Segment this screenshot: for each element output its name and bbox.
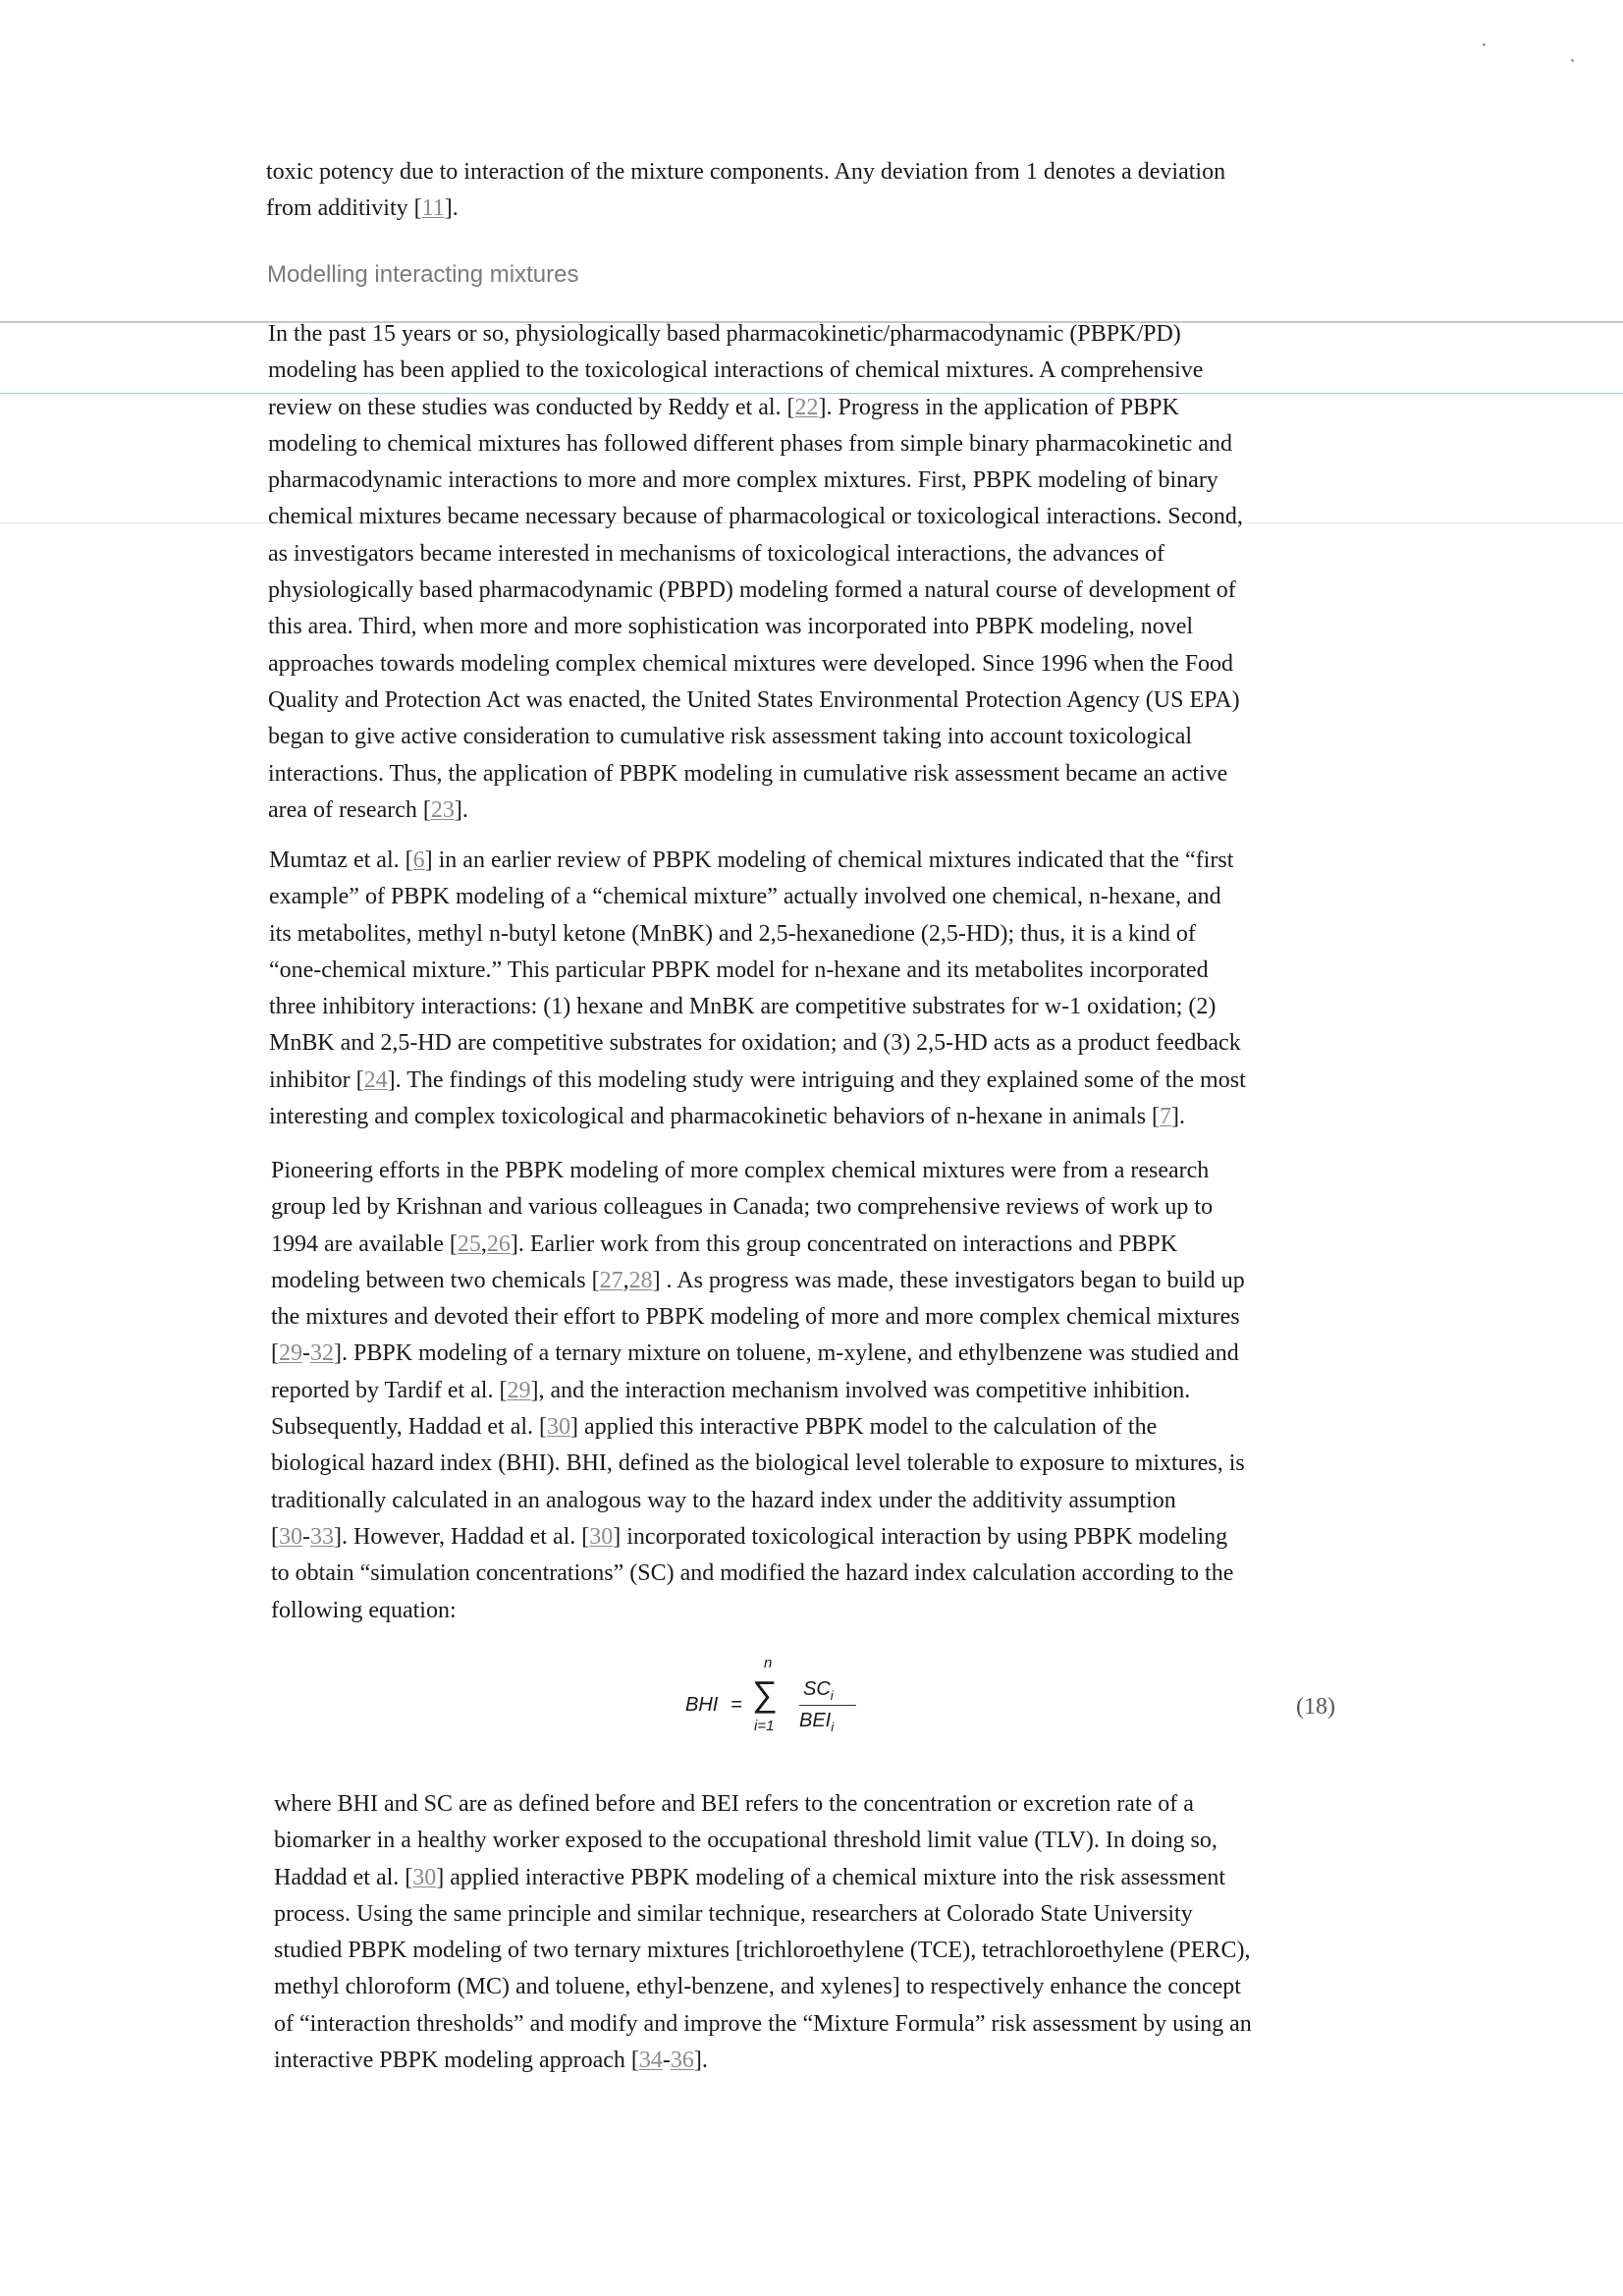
citation-link[interactable]: 33 bbox=[310, 1523, 334, 1550]
text-line bbox=[274, 1969, 1252, 2005]
citation-link[interactable]: 36 bbox=[670, 2048, 694, 2074]
text-line bbox=[268, 536, 1243, 573]
numerator-text: SC bbox=[803, 1678, 831, 1700]
text-line bbox=[271, 1409, 1245, 1446]
text-segment: interactive PBPK modeling approach [ bbox=[274, 2048, 639, 2074]
text-segment: ]. PBPK modeling of a ternary mixture on toluene, m-xylene, and ethylbenzene was studied and bbox=[334, 1340, 1239, 1367]
equation-number: (18) bbox=[1296, 1694, 1335, 1720]
text-segment: [ bbox=[271, 1523, 279, 1550]
text-line bbox=[268, 573, 1243, 609]
text-segment: following equation: bbox=[271, 1597, 457, 1623]
text-segment: inhibitor [ bbox=[269, 1066, 364, 1093]
equation-bhi bbox=[685, 1655, 901, 1768]
citation-link[interactable]: 25 bbox=[457, 1230, 481, 1257]
citation-link[interactable]: 32 bbox=[310, 1340, 334, 1367]
citation-link[interactable]: 30 bbox=[547, 1414, 571, 1441]
text-line bbox=[269, 1025, 1246, 1062]
text-segment: ] applied interactive PBPK modeling of a chemical mixture into the risk assessment bbox=[436, 1864, 1226, 1890]
text-line bbox=[271, 1153, 1245, 1189]
sum-upper-limit: n bbox=[764, 1655, 773, 1671]
text-segment: ] incorporated toxicological interaction by using PBPK modeling bbox=[613, 1523, 1228, 1550]
text-segment: this area. Third, when more and more sophistication was incorporated into PBPK modeling, novel bbox=[268, 614, 1194, 640]
text-line bbox=[271, 1446, 1245, 1482]
text-segment: ]. Earlier work from this group concentrated on interactions and PBPK bbox=[510, 1230, 1178, 1257]
text-line bbox=[268, 683, 1243, 719]
text-line bbox=[268, 463, 1243, 499]
text-line bbox=[268, 756, 1243, 793]
text-line bbox=[271, 1227, 1245, 1263]
citation-link[interactable]: 30 bbox=[412, 1864, 437, 1890]
text-line bbox=[268, 390, 1243, 426]
text-segment: its metabolites, methyl n-butyl ketone (MnBK) and 2,5-hexanedione (2,5-HD); thus, it is a kind of bbox=[269, 920, 1196, 947]
text-segment: In the past 15 years or so, physiologically based pharmacokinetic/pharmacodynamic (PBPK/PD) bbox=[268, 321, 1181, 347]
text-line bbox=[274, 1933, 1252, 1969]
citation-link[interactable]: 24 bbox=[363, 1066, 388, 1093]
text-segment: physiologically based pharmacodynamic (PBPD) modeling formed a natural course of development of bbox=[268, 577, 1236, 604]
text-line bbox=[268, 353, 1243, 389]
equation-numerator bbox=[803, 1679, 834, 1702]
text-segment: Mumtaz et al. [ bbox=[269, 847, 413, 873]
text-segment: ] in an earlier review of PBPK modeling of chemical mixtures indicated that the “first bbox=[424, 847, 1234, 873]
text-line bbox=[274, 1823, 1252, 1859]
text-line bbox=[271, 1483, 1245, 1519]
citation-link[interactable]: 29 bbox=[507, 1377, 531, 1403]
text-line bbox=[271, 1556, 1245, 1592]
text-segment: ]. However, Haddad et al. [ bbox=[334, 1523, 590, 1550]
citation-link[interactable]: 27 bbox=[599, 1267, 623, 1293]
text-segment: as investigators became interested in mechanisms of toxicological interactions, the advances of bbox=[268, 540, 1165, 567]
text-segment: studied PBPK modeling of two ternary mixtures [trichloroethylene (TCE), tetrachloroethylene (PERC), bbox=[274, 1938, 1251, 1964]
text-segment: - bbox=[302, 1523, 310, 1550]
paragraph-intro-continuation bbox=[266, 154, 1225, 228]
text-segment: Haddad et al. [ bbox=[274, 1864, 413, 1890]
text-segment: the mixtures and devoted their effort to PBPK modeling of more and more complex chemical mixtures bbox=[271, 1304, 1240, 1331]
text-segment: interesting and complex toxicological and pharmacokinetic behaviors of n-hexane in animals [ bbox=[269, 1104, 1161, 1130]
text-line bbox=[268, 646, 1243, 683]
text-line bbox=[271, 1263, 1245, 1299]
text-segment: - bbox=[662, 2048, 671, 2074]
text-segment: example” of PBPK modeling of a “chemical mixture” actually involved one chemical, n-hexane, and bbox=[269, 884, 1221, 910]
text-line bbox=[271, 1299, 1245, 1336]
citation-link[interactable]: 30 bbox=[279, 1523, 302, 1550]
text-segment: ] . As progress was made, these investigators began to build up bbox=[652, 1267, 1245, 1293]
text-line bbox=[268, 499, 1243, 535]
text-segment: review on these studies was conducted by Reddy et al. [ bbox=[268, 394, 795, 420]
citation-link[interactable]: 26 bbox=[486, 1230, 511, 1257]
text-segment: toxic potency due to interaction of the mixture components. Any deviation from 1 denotes a deviation bbox=[266, 159, 1226, 185]
text-segment: ]. bbox=[693, 2048, 708, 2074]
text-segment: Pioneering efforts in the PBPK modeling of more complex chemical mixtures were from a research bbox=[271, 1158, 1210, 1183]
text-line bbox=[269, 989, 1246, 1025]
text-segment: group led by Krishnan and various colleagues in Canada; two comprehensive reviews of work up to bbox=[271, 1194, 1214, 1221]
text-line bbox=[274, 2043, 1252, 2079]
equation-lhs: BHI bbox=[685, 1694, 719, 1716]
text-line bbox=[269, 1063, 1246, 1099]
text-segment: traditionally calculated in an analogous way to the hazard index under the additivity assumption bbox=[271, 1487, 1176, 1513]
paragraph-krishnan-work bbox=[271, 1153, 1245, 1629]
sum-lower-limit: i=1 bbox=[754, 1718, 775, 1734]
text-line bbox=[274, 1860, 1252, 1896]
text-line bbox=[269, 879, 1246, 915]
text-segment: ]. The findings of this modeling study were intriguing and they explained some of the most bbox=[387, 1066, 1246, 1093]
paragraph-bhi-application bbox=[274, 1786, 1252, 2079]
denominator-subscript: i bbox=[831, 1720, 835, 1734]
text-segment: reported by Tardif et al. [ bbox=[271, 1377, 508, 1403]
text-line bbox=[269, 843, 1246, 879]
text-line bbox=[271, 1593, 1245, 1629]
text-segment: process. Using the same principle and similar technique, researchers at Colorado State University bbox=[274, 1900, 1193, 1927]
text-segment: ], and the interaction mechanism involved was competitive inhibition. bbox=[530, 1377, 1191, 1403]
citation-link[interactable]: 28 bbox=[628, 1267, 653, 1293]
text-segment: ]. bbox=[454, 796, 468, 823]
text-line bbox=[268, 719, 1243, 755]
text-segment: , bbox=[480, 1230, 487, 1257]
text-segment: ]. bbox=[1171, 1104, 1186, 1130]
text-segment: biomarker in a healthy worker exposed to the occupational threshold limit value (TLV). In doing so, bbox=[274, 1828, 1217, 1854]
citation-link[interactable]: 30 bbox=[589, 1523, 614, 1550]
text-segment: ]. Progress in the application of PBPK bbox=[818, 394, 1179, 420]
text-segment: ] applied this interactive PBPK model to the calculation of the bbox=[570, 1414, 1158, 1441]
section-heading: Modelling interacting mixtures bbox=[267, 261, 579, 288]
text-line bbox=[274, 1896, 1252, 1933]
text-segment: modeling to chemical mixtures has followed different phases from simple binary pharmacokinetic and bbox=[268, 430, 1232, 457]
text-segment: modeling has been applied to the toxicological interactions of chemical mixtures. A comprehensive bbox=[268, 357, 1204, 384]
equation-equals: = bbox=[730, 1694, 742, 1716]
citation-link[interactable]: 11 bbox=[421, 195, 445, 222]
text-line bbox=[274, 2006, 1252, 2043]
equation-denominator bbox=[799, 1711, 834, 1733]
text-segment: began to give active consideration to cumulative risk assessment taking into account toxicological bbox=[268, 724, 1193, 750]
text-segment: Quality and Protection Act was enacted, the United States Environmental Protection Agency (US EPA) bbox=[268, 686, 1240, 713]
text-line bbox=[268, 426, 1243, 463]
text-segment: - bbox=[302, 1340, 310, 1367]
text-line bbox=[268, 793, 1243, 829]
text-line bbox=[266, 191, 1225, 227]
numerator-subscript: i bbox=[830, 1688, 834, 1703]
text-segment: three inhibitory interactions: (1) hexane and MnBK are competitive substrates for w-1 oxidation; (2) bbox=[269, 994, 1217, 1020]
text-line bbox=[274, 1786, 1252, 1823]
text-segment: Subsequently, Haddad et al. [ bbox=[271, 1414, 548, 1441]
text-segment: methyl chloroform (MC) and toluene, ethyl-benzene, and xylenes] to respectively enhance the concept bbox=[274, 1974, 1241, 2000]
text-segment: [ bbox=[271, 1340, 279, 1367]
fraction-bar bbox=[799, 1705, 856, 1706]
scan-speck bbox=[1483, 43, 1486, 46]
text-line bbox=[271, 1373, 1245, 1409]
text-segment: MnBK and 2,5-HD are competitive substrates for oxidation; and (3) 2,5-HD acts as a product feedback bbox=[269, 1030, 1241, 1057]
paragraph-mumtaz-review bbox=[269, 843, 1246, 1135]
text-segment: of “interaction thresholds” and modify and improve the “Mixture Formula” risk assessment by using an bbox=[274, 2010, 1252, 2037]
text-segment: biological hazard index (BHI). BHI, defined as the biological level tolerable to exposure to mixtures, is bbox=[271, 1450, 1245, 1477]
scan-speck bbox=[1571, 59, 1574, 62]
denominator-text: BEI bbox=[799, 1710, 832, 1731]
text-segment: , bbox=[622, 1267, 629, 1293]
paragraph-pbpk-overview bbox=[268, 316, 1243, 829]
text-segment: ]. bbox=[444, 195, 459, 222]
text-segment: interactions. Thus, the application of PBPK modeling in cumulative risk assessment became an active bbox=[268, 760, 1228, 787]
citation-link[interactable]: 34 bbox=[638, 2048, 663, 2074]
text-segment: where BHI and SC are as defined before and BEI refers to the concentration or excretion rate of a bbox=[274, 1791, 1194, 1817]
text-line bbox=[269, 916, 1246, 953]
text-line bbox=[268, 609, 1243, 645]
text-segment: from additivity [ bbox=[266, 195, 422, 222]
text-segment: chemical mixtures became necessary because of pharmacological or toxicological interactions. Second, bbox=[268, 504, 1243, 530]
text-segment: 1994 are available [ bbox=[271, 1230, 458, 1257]
citation-link[interactable]: 6 bbox=[412, 847, 425, 873]
text-line bbox=[271, 1519, 1245, 1556]
citation-link[interactable]: 22 bbox=[794, 394, 819, 420]
text-line bbox=[271, 1336, 1245, 1372]
citation-link[interactable]: 29 bbox=[279, 1340, 302, 1367]
sum-symbol: ∑ bbox=[752, 1673, 778, 1714]
text-segment: approaches towards modeling complex chemical mixtures were developed. Since 1996 when the Food bbox=[268, 650, 1234, 677]
text-line bbox=[266, 154, 1225, 191]
citation-link[interactable]: 23 bbox=[430, 796, 455, 823]
citation-link[interactable]: 7 bbox=[1160, 1104, 1172, 1130]
text-line bbox=[269, 1099, 1246, 1135]
text-segment: “one-chemical mixture.” This particular PBPK model for n-hexane and its metabolites incorporated bbox=[269, 957, 1209, 983]
text-segment: area of research [ bbox=[268, 796, 431, 823]
text-segment: to obtain “simulation concentrations” (SC) and modified the hazard index calculation according to the bbox=[271, 1560, 1234, 1587]
text-segment: pharmacodynamic interactions to more and more complex mixtures. First, PBPK modeling of binary bbox=[268, 467, 1218, 494]
text-line bbox=[268, 316, 1243, 353]
text-line bbox=[269, 953, 1246, 989]
text-line bbox=[271, 1189, 1245, 1226]
text-segment: modeling between two chemicals [ bbox=[271, 1267, 600, 1293]
